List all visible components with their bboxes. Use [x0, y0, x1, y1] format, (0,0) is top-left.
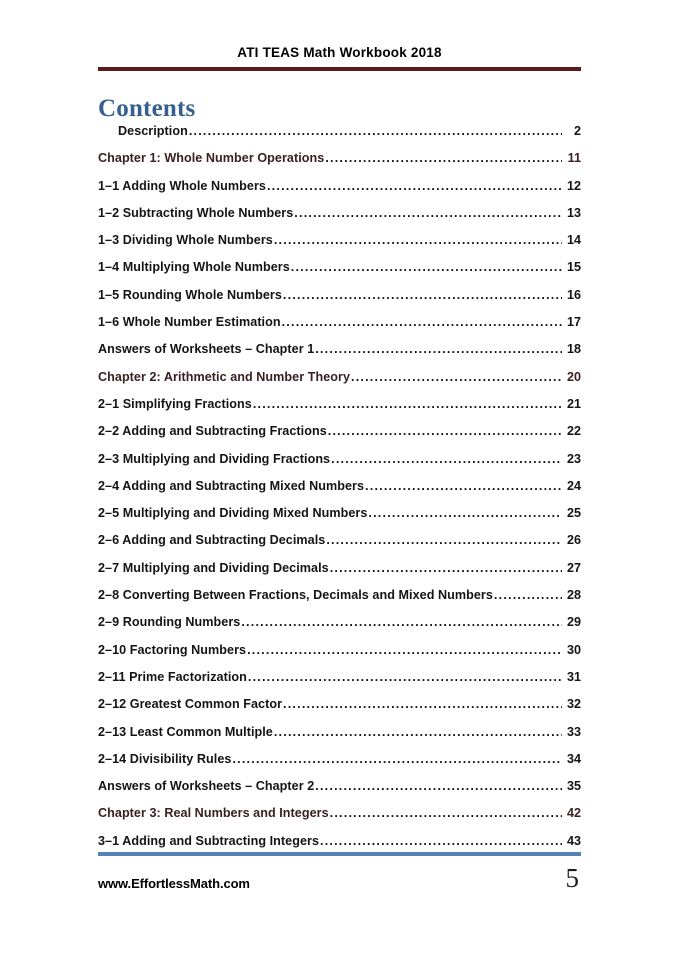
toc-dot-leader: [325, 152, 562, 164]
toc-entry[interactable]: [98, 179, 581, 206]
toc-dot-leader: [241, 616, 562, 628]
toc-entry-label: 2–6 Adding and Subtracting Decimals: [98, 533, 326, 548]
toc-dot-leader: [331, 453, 562, 465]
toc-entry-label: Chapter 1: Whole Number Operations: [98, 151, 325, 166]
toc-entry-label: Answers of Worksheets – Chapter 1: [98, 342, 315, 357]
toc-entry-page-number: 43: [566, 833, 581, 848]
header-title: ATI TEAS Math Workbook 2018: [237, 45, 442, 60]
toc-dot-leader: [315, 780, 562, 792]
toc-entry-page-number: 35: [566, 779, 581, 794]
toc-entry[interactable]: [98, 670, 581, 697]
toc-entry[interactable]: [98, 260, 581, 287]
page-header: [98, 44, 581, 71]
toc-entry-page-number: 34: [566, 751, 581, 766]
toc-entry-page-number: 31: [566, 669, 581, 684]
toc-entry[interactable]: [98, 643, 581, 670]
page-title: Contents: [98, 95, 196, 122]
toc-entry[interactable]: [98, 288, 581, 315]
toc-dot-leader: [248, 671, 562, 683]
toc-dot-leader: [253, 398, 562, 410]
toc-chapter-entry[interactable]: [98, 806, 581, 833]
toc-entry-label: 2–1 Simplifying Fractions: [98, 396, 252, 411]
toc-entry-page-number: 32: [566, 697, 581, 712]
toc-entry-page-number: 33: [566, 724, 581, 739]
toc-dot-leader: [326, 534, 562, 546]
toc-entry-label: 1–2 Subtracting Whole Numbers: [98, 205, 294, 220]
toc-entry[interactable]: [98, 342, 581, 369]
toc-entry-label: 1–5 Rounding Whole Numbers: [98, 287, 282, 302]
toc-entry-label: 1–3 Dividing Whole Numbers: [98, 233, 273, 248]
toc-entry-page-number: 25: [566, 506, 581, 521]
toc-dot-leader: [283, 698, 562, 710]
toc-entry[interactable]: [98, 588, 581, 615]
toc-entry[interactable]: [98, 397, 581, 424]
toc-entry-page-number: 15: [566, 260, 581, 275]
toc-entry-page-number: 28: [566, 588, 581, 603]
toc-chapter-entry[interactable]: [98, 151, 581, 178]
toc-entry-page-number: 24: [566, 478, 581, 493]
toc-entry-label: 2–3 Multiplying and Dividing Fractions: [98, 451, 331, 466]
toc-dot-leader: [294, 207, 562, 219]
toc-entry-label: 3–1 Adding and Subtracting Integers: [98, 833, 320, 848]
toc-entry-label: 2–4 Adding and Subtracting Mixed Numbers: [98, 478, 365, 493]
toc-dot-leader: [247, 644, 562, 656]
toc-entry[interactable]: [98, 315, 581, 342]
toc-entry-page-number: 11: [567, 151, 581, 166]
toc-entry-label: 1–6 Whole Number Estimation: [98, 315, 281, 330]
toc-entry-page-number: 21: [566, 396, 581, 411]
toc-entry-label: 2–14 Divisibility Rules: [98, 751, 232, 766]
toc-entry[interactable]: [98, 561, 581, 588]
toc-entry-label: 2–11 Prime Factorization: [98, 669, 247, 684]
toc-dot-leader: [232, 753, 562, 765]
toc-entry-label: 1–4 Multiplying Whole Numbers: [98, 260, 290, 275]
toc-entry-page-number: 16: [566, 287, 581, 302]
toc-entry-label: 2–12 Greatest Common Factor: [98, 697, 283, 712]
toc-entry[interactable]: [98, 506, 581, 533]
toc-entry-label: 2–7 Multiplying and Dividing Decimals: [98, 560, 329, 575]
toc-entry-label: 2–10 Factoring Numbers: [98, 642, 247, 657]
footer-website-url[interactable]: www.EffortlessMath.com: [98, 876, 250, 891]
toc-dot-leader: [320, 835, 562, 847]
toc-dot-leader: [351, 371, 562, 383]
toc-dot-leader: [189, 125, 562, 137]
toc-entry-label: 2–9 Rounding Numbers: [98, 615, 241, 630]
table-of-contents: [98, 124, 581, 861]
toc-dot-leader: [328, 425, 562, 437]
toc-entry-page-number: 29: [566, 615, 581, 630]
toc-entry-label: Chapter 2: Arithmetic and Number Theory: [98, 369, 350, 384]
toc-dot-leader: [365, 480, 562, 492]
toc-dot-leader: [274, 234, 562, 246]
footer-rule: [98, 852, 581, 856]
toc-entry-label: Answers of Worksheets – Chapter 2: [98, 779, 315, 794]
toc-entry-label: Description: [118, 124, 188, 138]
toc-entry-label: Chapter 3: Real Numbers and Integers: [98, 806, 329, 821]
toc-entry[interactable]: [98, 124, 581, 151]
toc-entry-page-number: 27: [566, 560, 581, 575]
toc-entry-label: 2–5 Multiplying and Dividing Mixed Numbers: [98, 506, 368, 521]
header-rule: [98, 67, 581, 71]
toc-dot-leader: [274, 726, 562, 738]
toc-dot-leader: [330, 807, 562, 819]
toc-entry-page-number: 26: [566, 533, 581, 548]
toc-entry[interactable]: [98, 697, 581, 724]
toc-entry[interactable]: [98, 725, 581, 752]
footer-content: [98, 865, 581, 892]
toc-entry-label: 2–8 Converting Between Fractions, Decimals and Mixed Numbers: [98, 588, 493, 603]
toc-entry-page-number: 14: [566, 233, 581, 248]
toc-entry-label: 1–1 Adding Whole Numbers: [98, 178, 266, 193]
toc-entry-page-number: 2: [573, 124, 581, 138]
toc-entry-label: 2–2 Adding and Subtracting Fractions: [98, 424, 327, 439]
toc-entry[interactable]: [98, 206, 581, 233]
toc-entry-page-number: 20: [566, 369, 581, 384]
toc-entry-page-number: 13: [566, 205, 581, 220]
toc-dot-leader: [368, 507, 562, 519]
toc-dot-leader: [291, 261, 562, 273]
toc-entry[interactable]: [98, 533, 581, 560]
toc-dot-leader: [283, 289, 562, 301]
toc-dot-leader: [330, 562, 562, 574]
toc-entry[interactable]: [98, 424, 581, 451]
toc-entry[interactable]: [98, 779, 581, 806]
toc-dot-leader: [315, 343, 562, 355]
footer-page-number: 5: [565, 863, 579, 893]
toc-entry[interactable]: [98, 615, 581, 642]
toc-entry-label: 2–13 Least Common Multiple: [98, 724, 273, 739]
toc-chapter-entry[interactable]: [98, 370, 581, 397]
toc-dot-leader: [282, 316, 562, 328]
toc-entry[interactable]: [98, 452, 581, 479]
toc-entry[interactable]: [98, 752, 581, 779]
toc-entry[interactable]: [98, 479, 581, 506]
toc-dot-leader: [494, 589, 562, 601]
page-footer: [98, 852, 581, 892]
toc-dot-leader: [267, 180, 562, 192]
toc-entry-page-number: 42: [566, 806, 581, 821]
toc-entry[interactable]: [98, 233, 581, 260]
toc-entry-page-number: 12: [566, 178, 581, 193]
toc-entry-page-number: 23: [566, 451, 581, 466]
toc-entry-page-number: 18: [566, 342, 581, 357]
toc-entry-page-number: 17: [566, 315, 581, 330]
toc-entry-page-number: 22: [566, 424, 581, 439]
toc-entry-page-number: 30: [566, 642, 581, 657]
